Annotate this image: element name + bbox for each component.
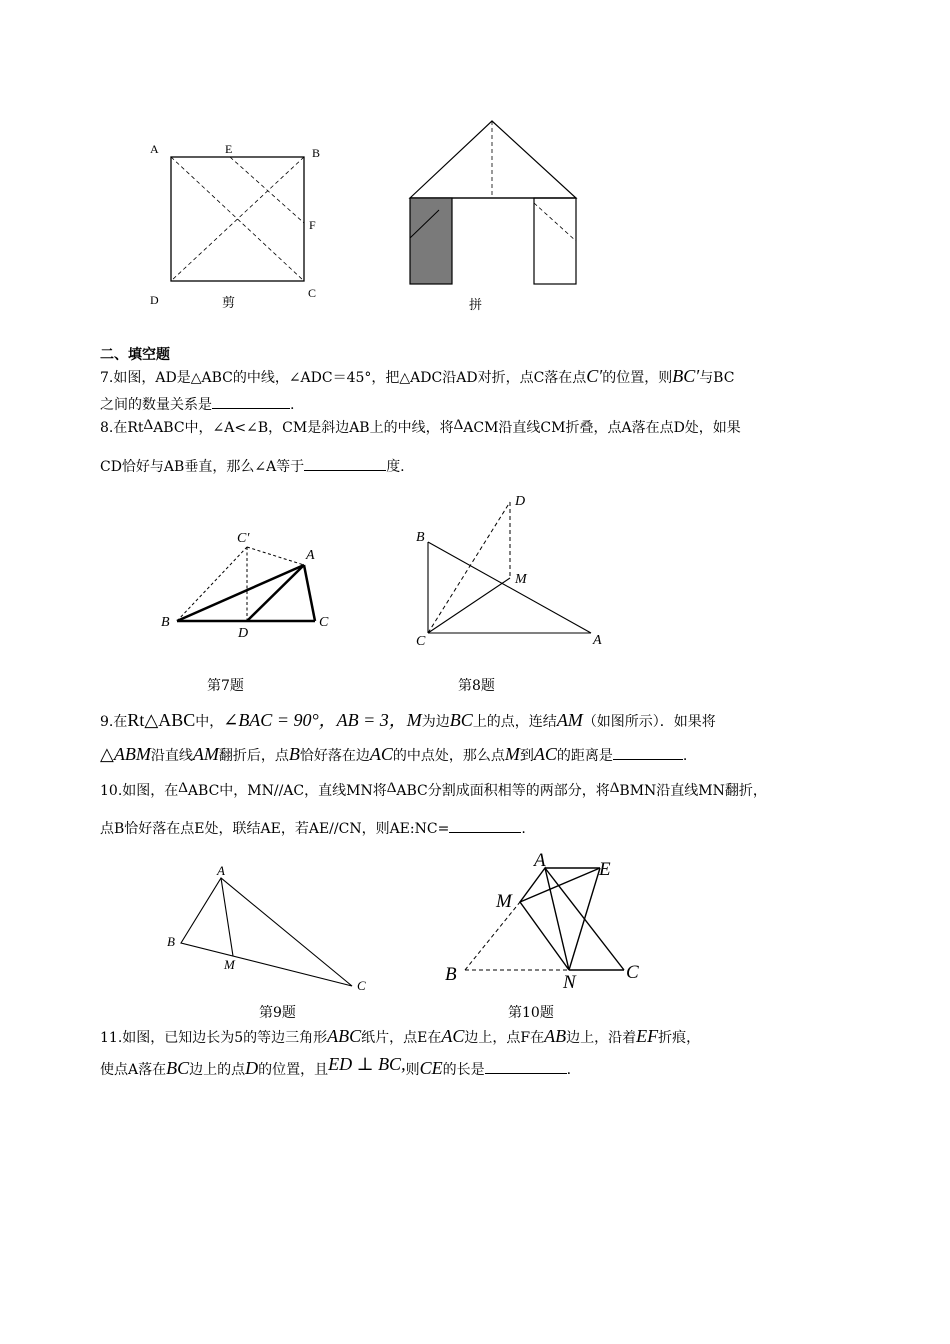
q9-math-rt-abc: Rt△ABC (127, 710, 196, 730)
q8-text-a: 8.在Rt (100, 420, 144, 436)
q7-text-a: 7.如图，AD是△ABC的中线，∠ADC＝45°，把△ADC沿AD对折，点C落在点 (100, 370, 587, 386)
q9-line1 (100, 706, 716, 732)
q11-text-b: 纸片，点E在 (361, 1030, 442, 1046)
q11-math-ed-perp-bc: ED ⊥ BC, (328, 1054, 406, 1074)
q9-answer-blank[interactable] (613, 746, 683, 760)
label-c: C (308, 286, 317, 300)
q10-delta-3: Δ (609, 780, 620, 796)
q7-math-bc-prime: BC′ (672, 366, 700, 386)
label-n: N (563, 972, 576, 993)
q9-text-e: （如图所示）．如果将 (582, 714, 716, 730)
seg-en (569, 868, 600, 970)
label-e: E (599, 859, 611, 880)
q9-text-end: . (682, 748, 688, 764)
q11-math-bc: BC (166, 1058, 190, 1078)
q10-text-e: 点B恰好落在点E处，联结AE，若AE//CN，则AE:NC= (100, 821, 450, 837)
q8-text-b: ABC中，∠A<∠B，CM是斜边AB上的中线，将 (153, 420, 454, 436)
label-a: A (217, 863, 225, 878)
q9-text-f: 沿直线 (150, 748, 193, 764)
triangle-amn (520, 868, 569, 970)
q8-text-c: ACM沿直线CM折叠，点A落在点D处，如果 (463, 420, 741, 436)
caption-assemble: 拼 (469, 297, 483, 312)
label-b: B (445, 964, 457, 985)
q11-math-d: D (245, 1058, 259, 1078)
q9-text-g: 翻折后，点 (218, 748, 289, 764)
q11-text-end: . (566, 1062, 572, 1078)
q11-answer-blank[interactable] (485, 1060, 567, 1074)
label-m: M (515, 572, 527, 587)
q9-math-bc: BC (449, 710, 473, 730)
label-b: B (161, 615, 170, 630)
q11-line1 (100, 1026, 700, 1047)
q11-text-d: 边上，沿着 (566, 1030, 637, 1046)
q9-text-i: 的中点处，那么点 (392, 748, 505, 764)
q9-line2 (100, 744, 687, 765)
roof-triangle (410, 121, 576, 198)
q9-text-j: 到 (519, 748, 534, 764)
q7-text-end: . (290, 397, 295, 413)
seg-cd (428, 502, 510, 633)
q11-math-abc: ABC (327, 1026, 362, 1046)
q9-math-ac-2: AC (533, 744, 557, 764)
q11-math-ef: EF (636, 1026, 659, 1046)
label-d: D (515, 494, 526, 509)
q7-text-b: 的位置，则 (602, 370, 673, 386)
label-f: F (309, 218, 316, 232)
q8-line2 (100, 456, 405, 476)
q10-line1 (100, 780, 767, 800)
q8-delta-2: Δ (453, 417, 464, 433)
seg-bc-prime (177, 547, 247, 621)
q11-line2 (100, 1054, 571, 1079)
q10-answer-blank[interactable] (449, 819, 521, 833)
label-a: A (306, 548, 315, 563)
q11-text-j: 的长是 (442, 1062, 485, 1078)
q7-text-d: 之间的数量关系是 (100, 397, 212, 413)
q10-text-a: 10.如图，在 (100, 783, 179, 799)
q9-math-ac: AC (369, 744, 393, 764)
caption-cut: 剪 (222, 295, 236, 310)
seg-cm (428, 578, 510, 633)
q10-line2 (100, 818, 526, 838)
q7-math-c-prime: C′ (586, 366, 603, 386)
q9-text-a: 9.在 (100, 714, 128, 730)
q11-text-e: 折痕， (658, 1030, 701, 1046)
q11-text-i: 则 (405, 1062, 420, 1078)
figure-assembled (400, 115, 590, 320)
q9-math-m: M (504, 744, 520, 764)
figure-q9 (160, 865, 380, 1000)
figure-q7 (155, 525, 345, 645)
seg-bm (465, 902, 520, 970)
q8-text-d: CD恰好与AB垂直，那么∠A等于 (100, 459, 305, 475)
seg-c-prime-a (247, 547, 304, 565)
seg-ac (304, 565, 315, 621)
triangle-abc (181, 878, 352, 986)
q9-math-b: B (288, 744, 300, 764)
label-m: M (496, 891, 512, 912)
q11-text-g: 边上的点 (189, 1062, 246, 1078)
q11-text-f: 使点A落在 (100, 1062, 167, 1078)
right-pillar-dashed (534, 203, 576, 241)
label-m: M (224, 957, 235, 972)
q10-delta-1: Δ (178, 780, 188, 796)
label-b: B (167, 934, 175, 949)
q10-text-b: ABC中，MN//AC，直线MN将 (187, 783, 387, 799)
q9-math-am-2: AM (192, 744, 219, 764)
q7-line1 (100, 366, 734, 387)
q9-text-k: 的距离是 (556, 748, 613, 764)
q9-math-conditions: ∠BAC = 90°，AB = 3，M (223, 710, 422, 730)
q9-math-am: AM (556, 710, 583, 730)
q11-math-ce: CE (419, 1058, 443, 1078)
q7-line2 (100, 394, 294, 414)
seg-ad (247, 565, 304, 621)
figure-q10 (440, 850, 650, 993)
seg-ba (177, 565, 304, 621)
q11-math-ab: AB (544, 1026, 567, 1046)
label-e: E (225, 142, 233, 156)
q9-text-h: 恰好落在边 (299, 748, 370, 764)
caption-q7: 第7题 (207, 678, 244, 694)
section-title: 二、填空题 (100, 347, 170, 363)
label-d: D (150, 293, 159, 307)
label-a: A (150, 142, 159, 156)
q8-delta: Δ (143, 417, 154, 433)
q10-text-c: ABC分割成面积相等的两部分，将 (396, 783, 610, 799)
q8-text-end: 度. (386, 459, 405, 475)
caption-q9: 第9题 (259, 1005, 296, 1021)
seg-ba (428, 542, 591, 633)
label-b: B (312, 146, 321, 160)
figure-q8 (405, 490, 615, 650)
seg-am (221, 878, 233, 956)
q9-text-d: 上的点，连结 (472, 714, 557, 730)
label-b: B (416, 530, 425, 545)
q7-answer-blank[interactable] (212, 395, 290, 409)
label-a: A (593, 633, 602, 648)
left-pillar-shaded (410, 198, 452, 284)
label-c: C (319, 615, 329, 630)
q7-text-c: 与BC (699, 370, 735, 386)
q8-answer-blank[interactable] (304, 457, 386, 471)
q9-math-abm: △ABM (100, 744, 151, 764)
label-c: C (357, 978, 366, 993)
label-c: C (416, 634, 426, 649)
q11-text-a: 11.如图，已知边长为5的等边三角形 (100, 1030, 328, 1046)
q8-line1 (100, 417, 741, 437)
q10-text-end: . (521, 821, 526, 837)
q11-math-ac: AC (441, 1026, 465, 1046)
caption-q10: 第10题 (508, 1005, 554, 1021)
q10-delta-2: Δ (386, 780, 397, 796)
label-c: C (626, 962, 639, 983)
q9-text-c: 为边 (421, 714, 450, 730)
q9-text-b: 中， (195, 714, 224, 730)
q11-text-c: 边上，点F在 (464, 1030, 545, 1046)
q11-text-h: 的位置，且 (258, 1062, 329, 1078)
label-a: A (534, 850, 546, 871)
figure-cut-square (140, 135, 340, 315)
label-d: D (238, 626, 249, 641)
label-c-prime: C′ (237, 531, 250, 546)
q10-text-d: BMN沿直线MN翻折， (619, 783, 767, 799)
right-pillar (534, 198, 576, 284)
caption-q8: 第8题 (458, 678, 495, 694)
